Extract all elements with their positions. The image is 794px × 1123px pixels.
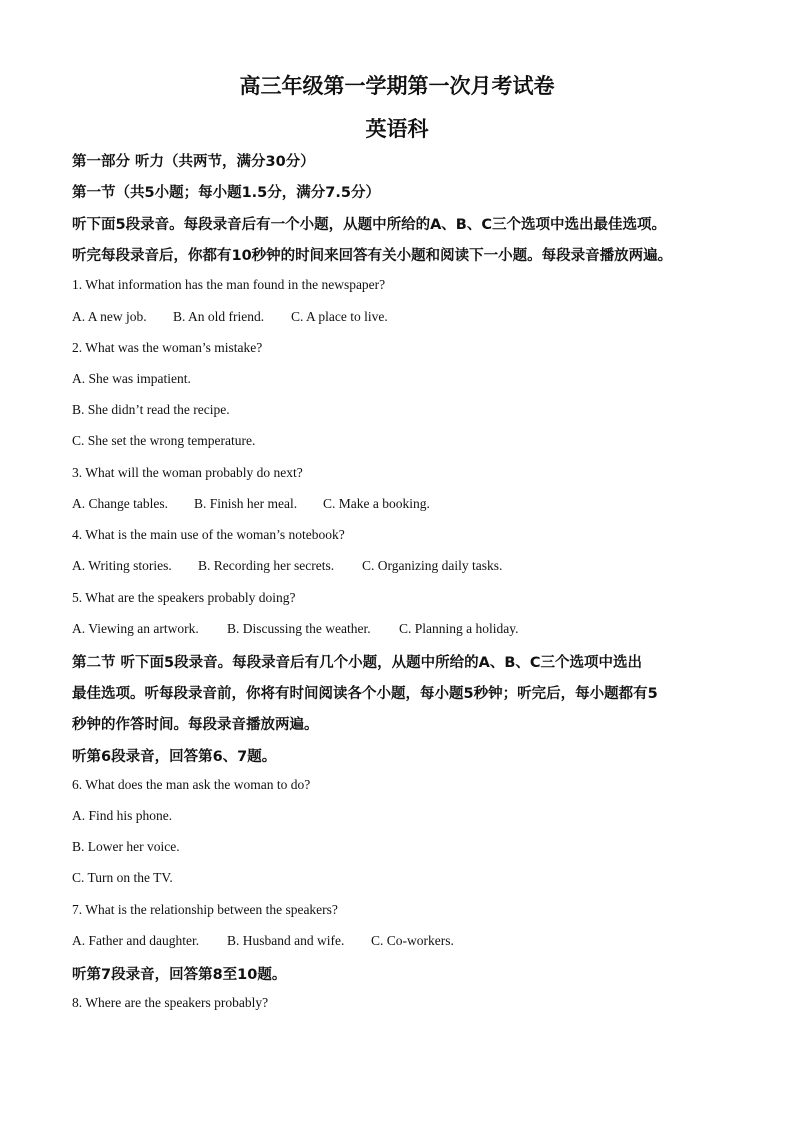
question-6: 6. What does the man ask the woman to do? — [72, 777, 311, 792]
question-4: 4. What is the main use of the woman’s notebook? — [72, 527, 345, 542]
q1-option-a: A. A new job. — [72, 309, 147, 324]
question-3: 3. What will the woman probably do next? — [72, 465, 303, 480]
subject-title: 英语科 — [365, 117, 429, 141]
q5-option-c: C. Planning a holiday. — [399, 621, 519, 636]
question-5: 5. What are the speakers probably doing? — [72, 590, 296, 605]
section1-heading: 第一节（共5小题；每小题1.5分，满分7.5分） — [72, 185, 380, 201]
part1-heading: 第一部分 听力（共两节，满分30分） — [72, 154, 315, 170]
q5-option-a: A. Viewing an artwork. — [72, 621, 199, 636]
q6-option-a: A. Find his phone. — [72, 808, 173, 823]
recording-7-heading: 听第7段录音，回答第8至10题。 — [72, 967, 287, 983]
q3-option-a: A. Change tables. — [72, 496, 168, 511]
question-8: 8. Where are the speakers probably? — [72, 995, 269, 1010]
q6-option-c: C. Turn on the TV. — [72, 870, 173, 885]
question-1: 1. What information has the man found in the newspaper? — [72, 277, 386, 292]
recording-6-heading: 听第6段录音，回答第6、7题。 — [72, 749, 277, 765]
q7-option-b: B. Husband and wife. — [227, 933, 345, 948]
q2-option-a: A. She was impatient. — [72, 371, 191, 386]
question-2: 2. What was the woman’s mistake? — [72, 340, 263, 355]
q5-option-b: B. Discussing the weather. — [227, 621, 371, 636]
q2-option-c: C. She set the wrong temperature. — [72, 433, 256, 448]
question-7: 7. What is the relationship between the speakers? — [72, 902, 338, 917]
q6-option-b: B. Lower her voice. — [72, 839, 180, 854]
exam-title: 高三年级第一学期第一次月考试卷 — [239, 74, 555, 98]
q4-option-b: B. Recording her secrets. — [198, 558, 335, 573]
q3-option-c: C. Make a booking. — [323, 496, 430, 511]
q7-option-a: A. Father and daughter. — [72, 933, 200, 948]
section1-instruction-line2: 听完每段录音后，你都有10秒钟的时间来回答有关小题和阅读下一小题。每段录音播放两遍。 — [72, 248, 673, 264]
q4-option-c: C. Organizing daily tasks. — [362, 558, 503, 573]
section2-instruction-line3: 秒钟的作答时间。每段录音播放两遍。 — [72, 717, 319, 733]
q2-option-b: B. She didn’t read the recipe. — [72, 402, 230, 417]
q1-option-c: C. A place to live. — [291, 309, 388, 324]
q4-option-a: A. Writing stories. — [72, 558, 172, 573]
q3-option-b: B. Finish her meal. — [194, 496, 298, 511]
q7-option-c: C. Co-workers. — [371, 933, 454, 948]
q1-option-b: B. An old friend. — [173, 309, 265, 324]
section2-instruction-line2: 最佳选项。听每段录音前，你将有时间阅读各个小题，每小题5秒钟；听完后，每小题都有5 — [72, 686, 658, 702]
section2-instruction-line1: 第二节 听下面5段录音。每段录音后有几个小题，从题中所给的A、B、C三个选项中选出 — [72, 655, 643, 671]
section1-instruction-line1: 听下面5段录音。每段录音后有一个小题，从题中所给的A、B、C三个选项中选出最佳选项。 — [72, 217, 667, 233]
